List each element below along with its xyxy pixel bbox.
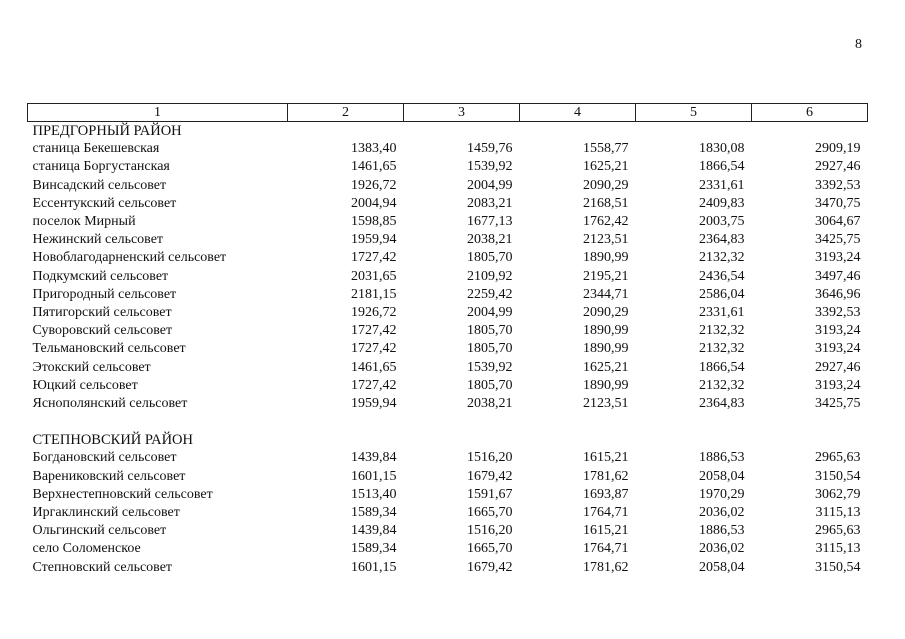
table-row — [28, 340, 868, 358]
value-cell: 1591,67 — [467, 486, 513, 502]
settlement-name: станица Бекешевская — [32, 141, 160, 157]
value-cell: 1886,53 — [699, 450, 745, 466]
settlement-name: Пригородный сельсовет — [32, 286, 177, 302]
value-cell: 1615,21 — [583, 523, 629, 539]
column-header: 4 — [520, 104, 636, 122]
table-row — [28, 140, 868, 158]
settlement-name: Степновский сельсовет — [32, 559, 173, 575]
settlement-name: Пятигорский сельсовет — [32, 305, 172, 321]
value-cell: 1805,70 — [467, 377, 513, 393]
value-cell: 3392,53 — [815, 305, 861, 321]
value-cell: 1727,42 — [351, 377, 397, 393]
table-row — [28, 377, 868, 395]
value-cell: 2083,21 — [467, 195, 513, 211]
value-cell: 2331,61 — [699, 177, 745, 193]
value-cell: 1665,70 — [467, 505, 513, 521]
value-cell: 2168,51 — [583, 195, 629, 211]
value-cell: 3150,54 — [815, 468, 861, 484]
value-cell: 1516,20 — [467, 523, 513, 539]
value-cell: 3193,24 — [815, 377, 861, 393]
settlement-name: поселок Мирный — [32, 214, 136, 230]
value-cell: 1601,15 — [351, 468, 397, 484]
column-header: 3 — [404, 104, 520, 122]
table-row — [28, 504, 868, 522]
value-cell: 1890,99 — [583, 377, 629, 393]
value-cell: 2364,83 — [699, 396, 745, 412]
header-row — [28, 104, 868, 122]
value-cell: 1461,65 — [351, 159, 397, 175]
value-cell: 1805,70 — [467, 341, 513, 357]
value-cell: 2259,42 — [467, 286, 513, 302]
value-cell: 2132,32 — [699, 323, 745, 339]
value-cell: 1513,40 — [351, 486, 397, 502]
value-cell: 1539,92 — [467, 359, 513, 375]
table-row — [28, 158, 868, 176]
value-cell: 1625,21 — [583, 359, 629, 375]
settlement-name: станица Боргустанская — [32, 159, 170, 175]
table-row — [28, 468, 868, 486]
value-cell: 2132,32 — [699, 341, 745, 357]
value-cell: 1926,72 — [351, 305, 397, 321]
value-cell: 2031,65 — [351, 268, 397, 284]
value-cell: 2927,46 — [815, 359, 861, 375]
value-cell: 1805,70 — [467, 250, 513, 266]
value-cell: 3497,46 — [815, 268, 861, 284]
value-cell: 3193,24 — [815, 341, 861, 357]
settlement-name: Иргаклинский сельсовет — [32, 505, 180, 521]
table-row — [28, 322, 868, 340]
value-cell: 3193,24 — [815, 323, 861, 339]
value-cell: 3646,96 — [815, 286, 861, 302]
value-cell: 2927,46 — [815, 159, 861, 175]
settlement-name: Ольгинский сельсовет — [32, 523, 167, 539]
value-cell: 1589,34 — [351, 505, 397, 521]
value-cell: 3193,24 — [815, 250, 861, 266]
value-cell: 3392,53 — [815, 177, 861, 193]
value-cell: 2409,83 — [699, 195, 745, 211]
value-cell: 1866,54 — [699, 359, 745, 375]
table-row — [28, 359, 868, 377]
table-row — [28, 540, 868, 558]
value-cell: 2003,75 — [699, 214, 745, 230]
value-cell: 3064,67 — [815, 214, 861, 230]
table-row — [28, 559, 868, 577]
value-cell: 1615,21 — [583, 450, 629, 466]
value-cell: 3150,54 — [815, 559, 861, 575]
table-row — [28, 395, 868, 413]
value-cell: 1589,34 — [351, 541, 397, 557]
settlement-name: Богдановский сельсовет — [32, 450, 177, 466]
value-cell: 1764,71 — [583, 505, 629, 521]
value-cell: 1805,70 — [467, 323, 513, 339]
section-title-row — [28, 122, 868, 141]
value-cell: 1665,70 — [467, 541, 513, 557]
settlement-name: Винсадский сельсовет — [32, 177, 167, 193]
value-cell: 2058,04 — [699, 559, 745, 575]
column-header: 2 — [288, 104, 404, 122]
settlement-name: Варениковский сельсовет — [32, 468, 186, 484]
table-row — [28, 286, 868, 304]
table-row — [28, 177, 868, 195]
settlement-name: село Соломенское — [32, 541, 141, 557]
value-cell: 3115,13 — [815, 541, 861, 557]
section-title: ПРЕДГОРНЫЙ РАЙОН — [32, 123, 182, 139]
settlement-name: Яснополянский сельсовет — [32, 396, 188, 412]
value-cell: 2344,71 — [583, 286, 629, 302]
value-cell: 2038,21 — [467, 232, 513, 248]
value-cell: 2038,21 — [467, 396, 513, 412]
table-row — [28, 231, 868, 249]
tariff-table — [27, 103, 868, 577]
value-cell: 3470,75 — [815, 195, 861, 211]
value-cell: 3115,13 — [815, 505, 861, 521]
settlement-name: Верхнестепновский сельсовет — [32, 486, 213, 502]
value-cell: 2090,29 — [583, 305, 629, 321]
table-row — [28, 304, 868, 322]
value-cell: 1693,87 — [583, 486, 629, 502]
value-cell: 1886,53 — [699, 523, 745, 539]
table-row — [28, 268, 868, 286]
value-cell: 1727,42 — [351, 341, 397, 357]
value-cell: 1959,94 — [351, 396, 397, 412]
value-cell: 3062,79 — [815, 486, 861, 502]
value-cell: 1439,84 — [351, 450, 397, 466]
column-header: 5 — [636, 104, 752, 122]
value-cell: 1558,77 — [583, 141, 629, 157]
value-cell: 2036,02 — [699, 541, 745, 557]
table-row — [28, 449, 868, 467]
value-cell: 1959,94 — [351, 232, 397, 248]
value-cell: 2036,02 — [699, 505, 745, 521]
value-cell: 2965,63 — [815, 523, 861, 539]
value-cell: 1890,99 — [583, 341, 629, 357]
value-cell: 2090,29 — [583, 177, 629, 193]
value-cell: 2132,32 — [699, 377, 745, 393]
value-cell: 1679,42 — [467, 559, 513, 575]
value-cell: 3425,75 — [815, 396, 861, 412]
value-cell: 1383,40 — [351, 141, 397, 157]
value-cell: 1781,62 — [583, 468, 629, 484]
value-cell: 2004,94 — [351, 195, 397, 211]
settlement-name: Нежинский сельсовет — [32, 232, 164, 248]
value-cell: 1539,92 — [467, 159, 513, 175]
value-cell: 1781,62 — [583, 559, 629, 575]
value-cell: 1459,76 — [467, 141, 513, 157]
value-cell: 1890,99 — [583, 323, 629, 339]
value-cell: 1970,29 — [699, 486, 745, 502]
section-title-row — [28, 431, 868, 449]
value-cell: 1866,54 — [699, 159, 745, 175]
table-row — [28, 486, 868, 504]
column-header: 1 — [28, 104, 288, 122]
value-cell: 1625,21 — [583, 159, 629, 175]
value-cell: 1890,99 — [583, 250, 629, 266]
value-cell: 2058,04 — [699, 468, 745, 484]
value-cell: 2004,99 — [467, 305, 513, 321]
value-cell: 1461,65 — [351, 359, 397, 375]
value-cell: 2586,04 — [699, 286, 745, 302]
settlement-name: Подкумский сельсовет — [32, 268, 169, 284]
value-cell: 2181,15 — [351, 286, 397, 302]
value-cell: 1677,13 — [467, 214, 513, 230]
value-cell: 2364,83 — [699, 232, 745, 248]
value-cell: 2123,51 — [583, 396, 629, 412]
page-number: 8 — [855, 37, 862, 52]
value-cell: 1830,08 — [699, 141, 745, 157]
table-row — [28, 213, 868, 231]
section-title: СТЕПНОВСКИЙ РАЙОН — [32, 432, 193, 449]
value-cell: 1516,20 — [467, 450, 513, 466]
value-cell: 2195,21 — [583, 268, 629, 284]
value-cell: 1764,71 — [583, 541, 629, 557]
value-cell: 2132,32 — [699, 250, 745, 266]
value-cell: 1727,42 — [351, 323, 397, 339]
value-cell: 2436,54 — [699, 268, 745, 284]
settlement-name: Новоблагодарненский сельсовет — [32, 250, 227, 266]
value-cell: 2965,63 — [815, 450, 861, 466]
value-cell: 1727,42 — [351, 250, 397, 266]
settlement-name: Этокский сельсовет — [32, 359, 151, 375]
settlement-name: Ессентукский сельсовет — [32, 195, 177, 211]
value-cell: 2331,61 — [699, 305, 745, 321]
table-row — [28, 522, 868, 540]
table-row — [28, 249, 868, 267]
column-header: 6 — [752, 104, 868, 122]
settlement-name: Суворовский сельсовет — [32, 323, 173, 339]
value-cell: 2004,99 — [467, 177, 513, 193]
value-cell: 2123,51 — [583, 232, 629, 248]
table-body — [28, 122, 868, 577]
value-cell: 2109,92 — [467, 268, 513, 284]
section-spacer — [28, 413, 868, 431]
value-cell: 1598,85 — [351, 214, 397, 230]
settlement-name: Юцкий сельсовет — [32, 377, 138, 393]
value-cell: 3425,75 — [815, 232, 861, 248]
value-cell: 1926,72 — [351, 177, 397, 193]
value-cell: 1679,42 — [467, 468, 513, 484]
value-cell: 2909,19 — [815, 141, 861, 157]
value-cell: 1439,84 — [351, 523, 397, 539]
value-cell: 1762,42 — [583, 214, 629, 230]
value-cell: 1601,15 — [351, 559, 397, 575]
settlement-name: Тельмановский сельсовет — [32, 341, 186, 357]
spacer-cell — [28, 413, 868, 431]
table-row — [28, 195, 868, 213]
